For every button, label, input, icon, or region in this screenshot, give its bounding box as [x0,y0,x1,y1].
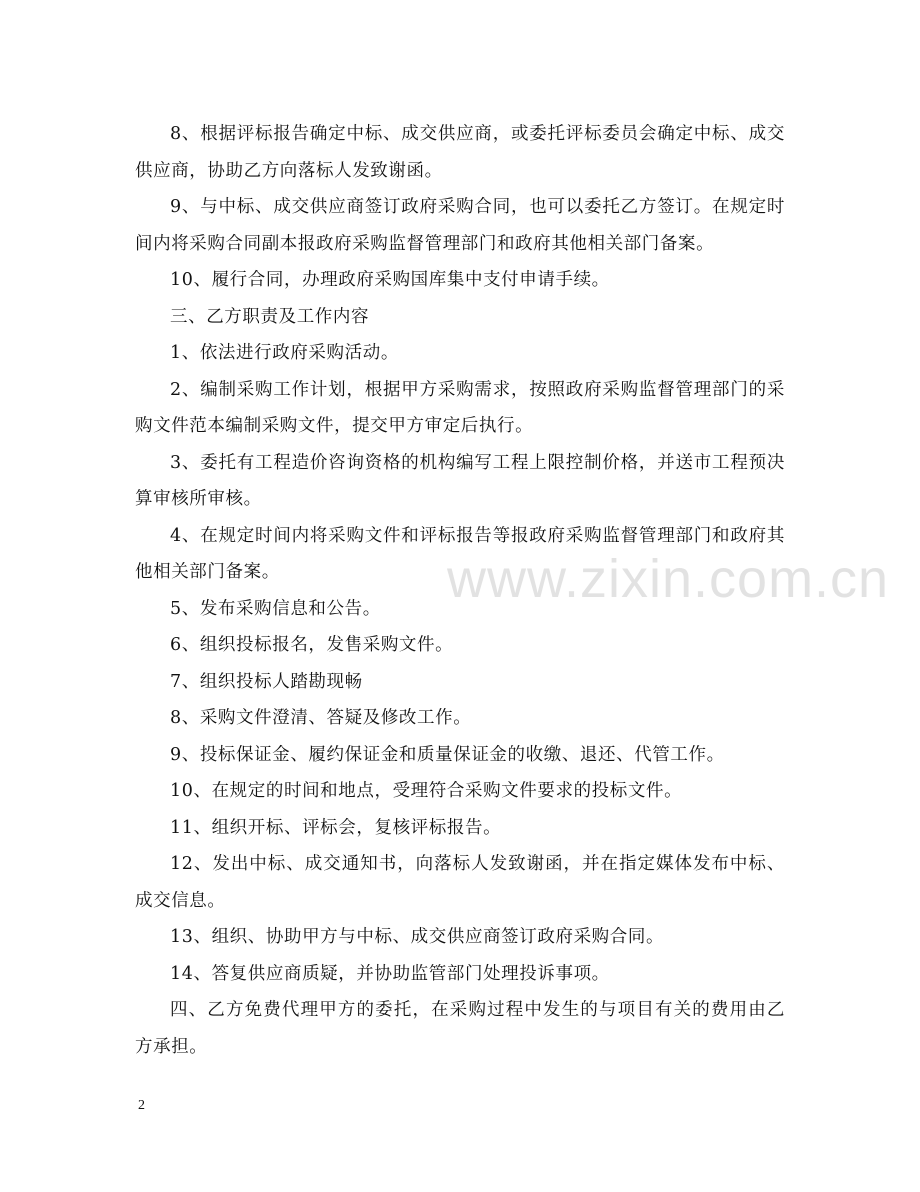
paragraph: 12、发出中标、成交通知书，向落标人发致谢函，并在指定媒体发布中标、成交信息。 [135,854,785,911]
section-paragraph: 四、乙方免费代理甲方的委托，在采购过程中发生的与项目有关的费用由乙方承担。 [135,1000,785,1057]
paragraph: 6、组织投标报名，发售采购文件。 [170,635,454,655]
paragraph: 10、在规定的时间和地点，受理符合采购文件要求的投标文件。 [170,781,683,801]
watermark: www.zixin.com.cn [447,549,890,609]
paragraph: 5、发布采购信息和公告。 [170,598,381,619]
paragraph: 7、组织投标人踏勘现畅 [170,671,363,692]
paragraph: 3、委托有工程造价咨询资格的机构编写工程上限控制价格，并送市工程预决算审核所审核。 [135,452,785,509]
paragraph: 13、组织、协助甲方与中标、成交供应商签订政府采购合同。 [170,927,665,947]
paragraph: 10、履行合同，办理政府采购国库集中支付申请手续。 [170,270,610,290]
paragraph: 2、编制采购工作计划，根据甲方采购需求，按照政府采购监督管理部门的采购文件范本编制采购文件，提交甲方审定后执行。 [135,379,785,436]
paragraph: 14、答复供应商质疑，并协助监管部门处理投诉事项。 [170,963,610,984]
paragraph: 8、根据评标报告确定中标、成交供应商，或委托评标委员会确定中标、成交供应商，协助乙方向落标人发致谢函。 [135,124,785,181]
paragraph: 11、组织开标、评标会，复核评标报告。 [170,817,502,838]
page-number: 2 [138,1098,145,1113]
paragraph: 1、依法进行政府采购活动。 [170,343,399,363]
paragraph: 9、投标保证金、履约保证金和质量保证金的收缴、退还、代管工作。 [170,744,725,765]
section-heading: 三、乙方职责及工作内容 [170,306,370,327]
paragraph: 4、在规定时间内将采购文件和评标报告等报政府采购监督管理部门和政府其他相关部门备案。 [135,525,785,582]
document-body [135,116,785,1065]
paragraph: 9、与中标、成交供应商签订政府采购合同，也可以委托乙方签订。在规定时间内将采购合同副本报政府采购监督管理部门和政府其他相关部门备案。 [135,197,785,254]
paragraph: 8、采购文件澄清、答疑及修改工作。 [170,708,472,728]
